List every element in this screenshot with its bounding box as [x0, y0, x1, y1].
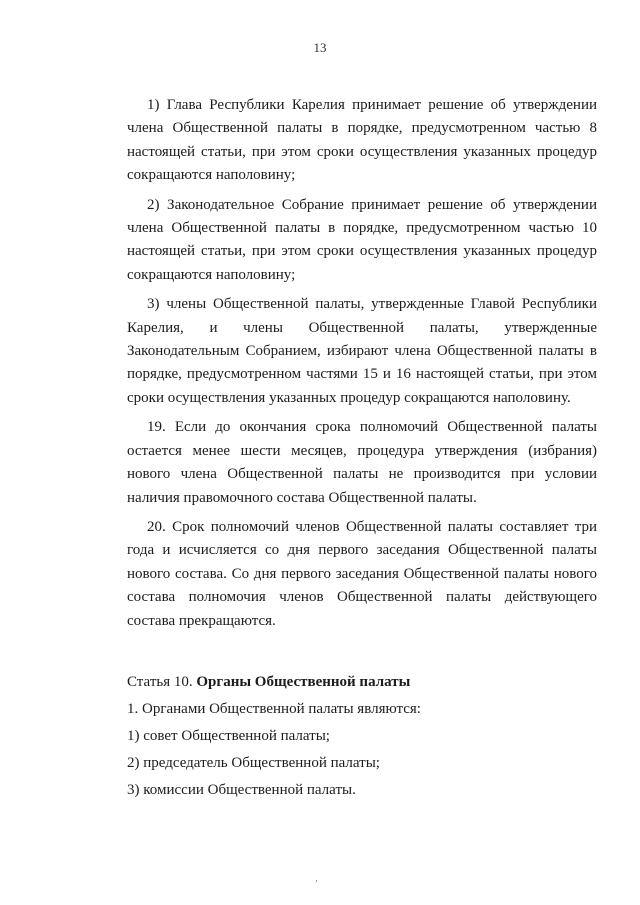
- article-prefix: Статья 10.: [127, 673, 197, 690]
- paragraph-1: 1) Глава Республики Карелия принимает решение об утверждении члена Общественной палаты в порядке, предусмотренном частью 8 настоящей статьи, при этом сроки осуществления указанных процедур сокращаются наполовину;: [127, 97, 597, 184]
- document-body: [127, 94, 597, 804]
- article-item-council: 1) совет Общественной палаты;: [127, 727, 330, 744]
- article-item-chairman: 2) председатель Общественной палаты;: [127, 754, 380, 771]
- paragraph-3: 3) члены Общественной палаты, утвержденные Главой Республики Карелия, и члены Общественной палаты, утвержденные Законодательным Собранием, избирают члена Общественной палаты в порядке, предусмотренном частями 15 и 16 настоящей статьи, при этом сроки осуществления указанных процедур сокращаются наполовину.: [127, 296, 597, 406]
- paragraph-2: 2) Законодательное Собрание принимает решение об утверждении члена Общественной палаты в порядке, предусмотренном частью 10 настоящей статьи, при этом сроки осуществления указанных процедур сокращаются наполовину;: [127, 196, 597, 283]
- article-item-intro: 1. Органами Общественной палаты являются:: [127, 700, 421, 717]
- paragraph-20: 20. Срок полномочий членов Общественной палаты составляет три года и исчисляется со дня первого заседания Общественной палаты нового состава. Со дня первого заседания Общественной палаты нового состава полномочия членов Общественной палаты действующего состава прекращаются.: [127, 518, 597, 629]
- article-title: Органы Общественной палаты: [196, 673, 411, 690]
- article-item-commissions: 3) комиссии Общественной палаты.: [127, 781, 356, 798]
- article-heading: [127, 669, 597, 696]
- scan-artifact: [316, 880, 317, 882]
- page-number: 13: [313, 40, 327, 55]
- paragraph-19: 19. Если до окончания срока полномочий Общественной палаты остается менее шести месяцев, процедура утверждения (избрания) нового члена Общественной палаты не производится при условии наличия правомочного состава Общественной палаты.: [127, 419, 597, 506]
